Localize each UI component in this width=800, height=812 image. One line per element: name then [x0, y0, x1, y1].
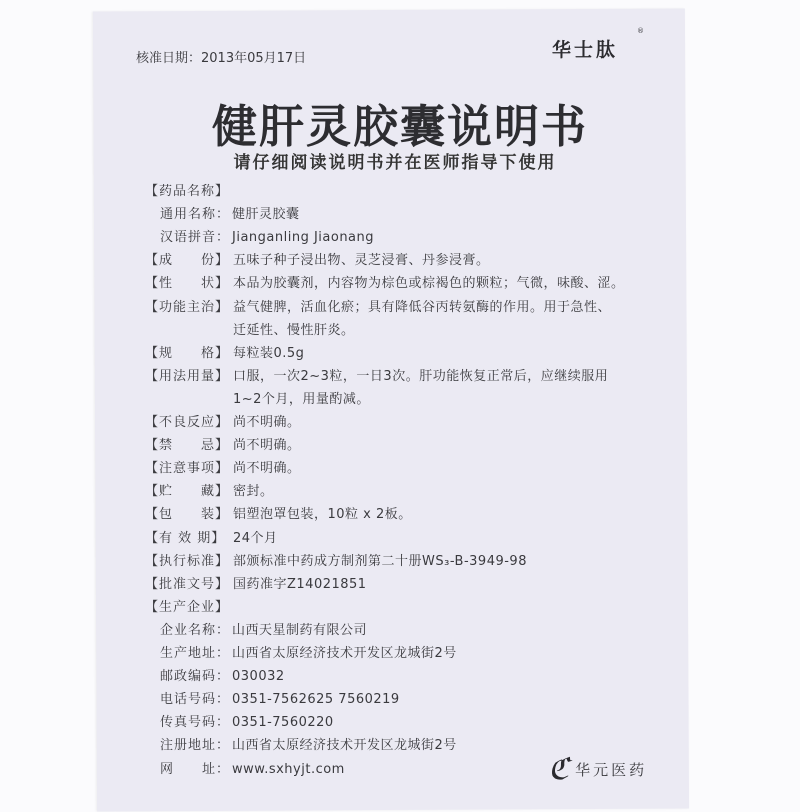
manufacturer-logo	[548, 752, 647, 787]
row-value: 0351-7562625 7560219	[232, 692, 400, 708]
leaflet-row	[145, 480, 274, 499]
row-value: 益气健脾，活血化瘀；具有降低谷丙转氨酶的作用。用于急性、	[233, 299, 612, 315]
manufacturer-logo-text: 华元医药	[575, 761, 648, 779]
row-value: 本品为胶囊剂，内容物为棕色或棕褐色的颗粒；气微，味酸、涩。	[233, 276, 625, 292]
row-value: 每粒装0.5g	[233, 345, 305, 361]
row-value: 五味子种子浸出物、灵芝浸膏、丹参浸膏。	[233, 253, 490, 269]
row-value: 迁延性、慢性肝炎。	[233, 322, 355, 338]
leaflet-row	[160, 711, 334, 730]
row-label: 【性 状】	[145, 276, 230, 292]
leaflet-row	[160, 665, 285, 684]
row-label: 汉语拼音：	[160, 230, 231, 246]
leaflet-row	[145, 457, 301, 476]
row-value: 24个月	[233, 530, 278, 546]
leaflet-row	[233, 319, 355, 338]
row-label: 【成 份】	[145, 253, 230, 269]
row-value: 0351-7560220	[232, 715, 334, 731]
leaflet-row	[145, 249, 490, 268]
leaflet-row	[160, 203, 300, 222]
leaflet-row	[145, 596, 233, 615]
leaflet-row	[145, 365, 608, 384]
row-label: 【注意事项】	[145, 461, 230, 477]
leaflet-row	[145, 550, 527, 569]
leaflet-row	[160, 619, 367, 638]
row-value: 山西省太原经济技术开发区龙城街2号	[232, 738, 457, 754]
row-value: 密封。	[233, 484, 274, 500]
leaflet-row	[145, 180, 233, 199]
leaflet-row	[160, 758, 345, 777]
leaflet-row	[145, 527, 278, 546]
row-value: 尚不明确。	[233, 415, 301, 430]
row-label: 【规 格】	[145, 345, 230, 361]
row-label: 【用法用量】	[145, 368, 230, 384]
row-label: 【药品名称】	[145, 184, 230, 199]
approval-date: 核准日期：2013年05月17日	[136, 51, 307, 66]
row-label: 传真号码：	[160, 715, 231, 731]
row-label: 【执行标准】	[145, 553, 230, 569]
leaflet-row	[145, 272, 625, 291]
leaflet-row	[145, 503, 412, 522]
row-label: 【禁 忌】	[145, 438, 230, 454]
row-value: 尚不明确。	[233, 461, 301, 477]
leaflet-row	[160, 642, 457, 661]
brand-logo: 华士肽	[552, 39, 619, 61]
leaflet-row	[160, 734, 457, 753]
row-label: 企业名称：	[160, 622, 231, 638]
row-value: 部颁标准中药成方制剂第二十册WS₃-B-3949-98	[233, 553, 527, 569]
leaflet-row	[145, 434, 301, 453]
row-value: 尚不明确。	[233, 438, 301, 454]
row-value: 030032	[232, 669, 285, 685]
leaflet-row	[160, 688, 400, 707]
row-label: 电话号码：	[160, 692, 231, 708]
row-label: 【不良反应】	[145, 415, 230, 430]
row-value[interactable]: www.sxhyjt.com	[232, 761, 345, 777]
row-label: 注册地址：	[160, 738, 231, 754]
leaflet-row	[160, 226, 374, 245]
dragon-logo-icon: ℭ	[548, 752, 570, 787]
row-value: 山西天星制药有限公司	[232, 622, 368, 638]
row-value: 国药准字Z14021851	[233, 576, 367, 592]
row-value: Jianganling Jiaonang	[232, 230, 375, 246]
leaflet-row	[145, 296, 611, 315]
row-value: 健肝灵胶囊	[232, 207, 300, 223]
leaflet-row	[145, 411, 301, 430]
row-label: 【有 效 期】	[145, 530, 226, 546]
row-label: 生产地址：	[160, 646, 231, 661]
row-label: 【贮 藏】	[145, 484, 230, 500]
row-label: 邮政编码：	[160, 669, 231, 685]
row-value: 1~2个月，用量酌减。	[233, 391, 370, 407]
row-value: 口服，一次2~3粒，一日3次。肝功能恢复正常后，应继续服用	[233, 368, 609, 384]
row-value: 铝塑泡罩包装，10粒 x 2板。	[233, 507, 412, 523]
row-value: 山西省太原经济技术开发区龙城街2号	[232, 646, 457, 661]
row-label: 网 址：	[160, 761, 231, 777]
row-label: 【批准文号】	[145, 576, 230, 592]
leaflet-row	[145, 342, 304, 361]
row-label: 【包 装】	[145, 507, 230, 523]
row-label: 【生产企业】	[145, 599, 230, 615]
document-subtitle: 请仔细阅读说明书并在医师指导下使用	[233, 153, 557, 173]
document-title: 健肝灵胶囊说明书	[211, 100, 588, 153]
row-label: 【功能主治】	[145, 299, 230, 315]
row-label: 通用名称：	[160, 207, 231, 223]
registered-mark: ®	[637, 27, 644, 35]
leaflet-row	[233, 388, 370, 407]
leaflet-row	[145, 573, 367, 592]
